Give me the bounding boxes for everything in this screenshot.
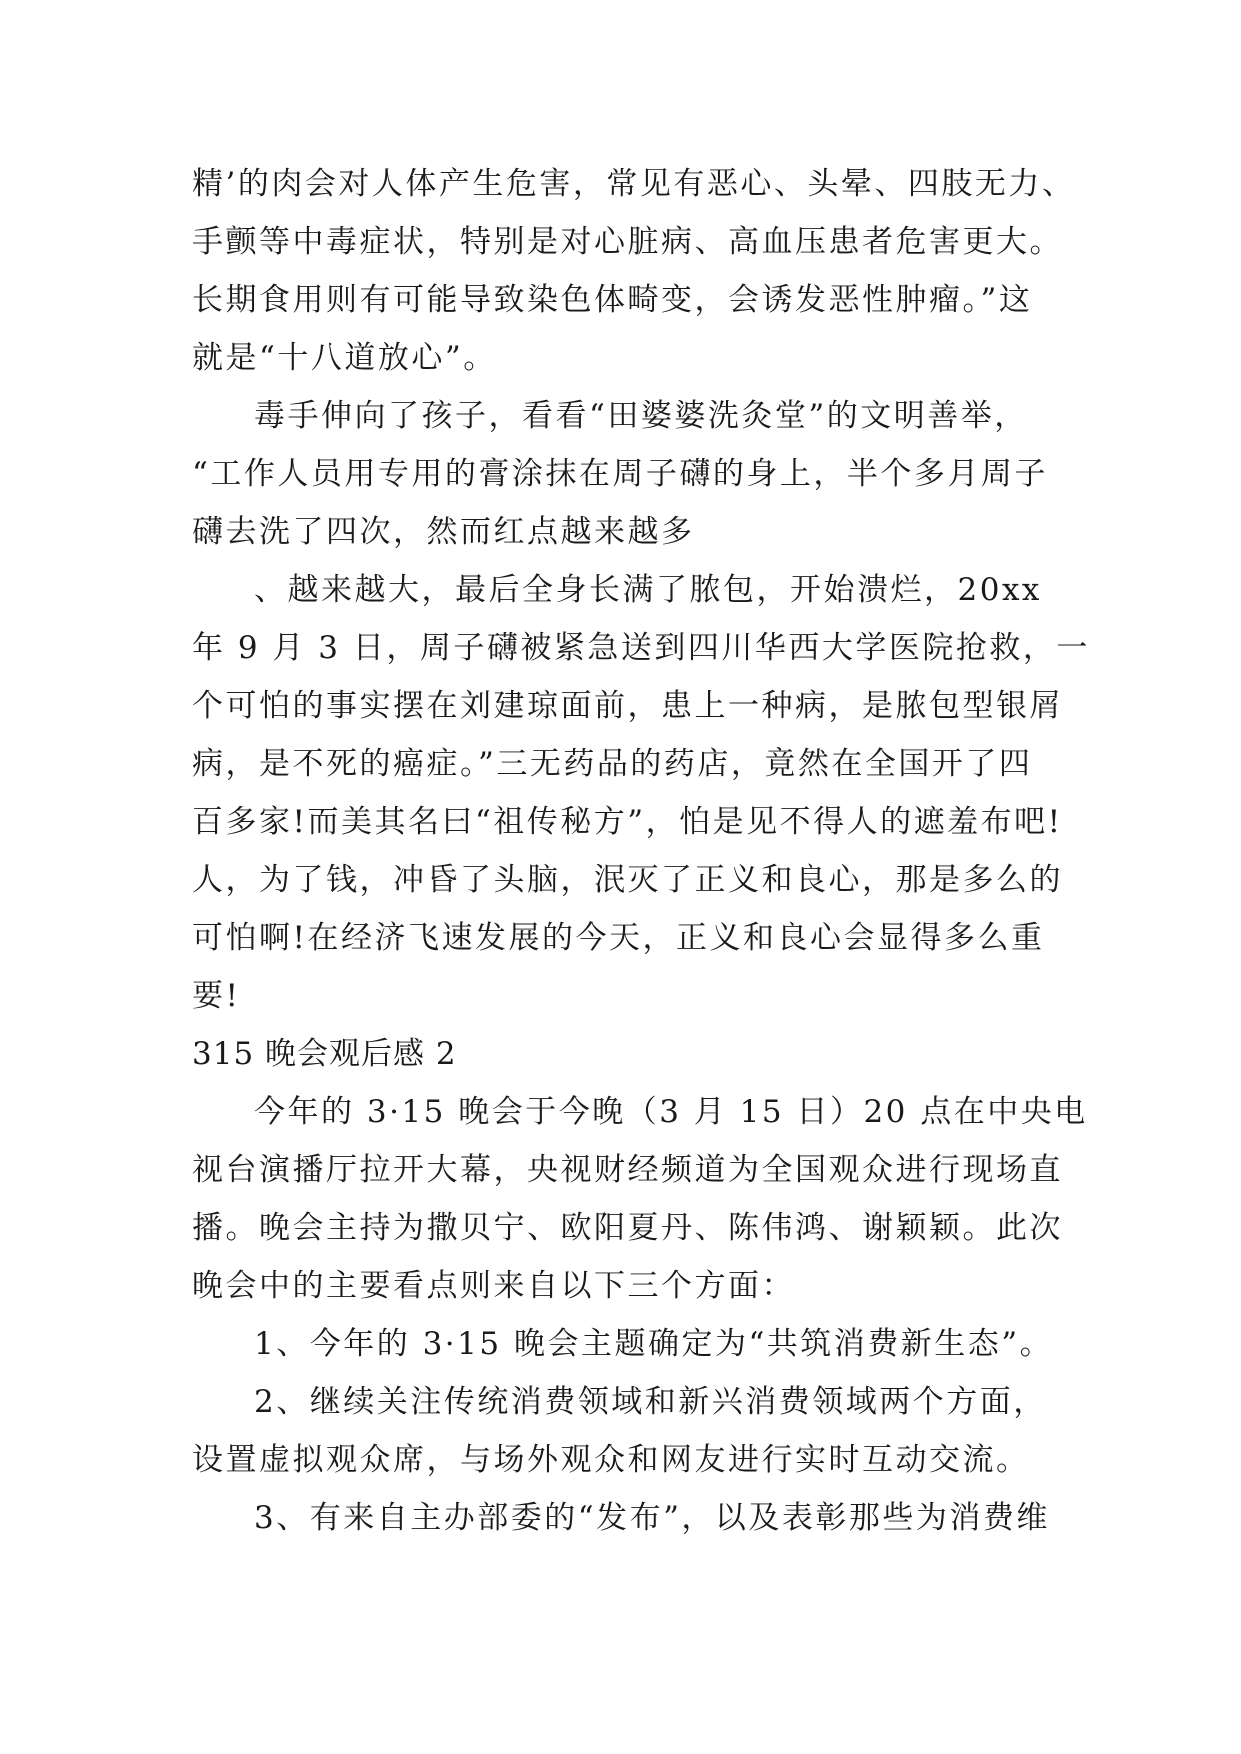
text-line: 设置虚拟观众席，与场外观众和网友进行实时互动交流。 — [192, 1442, 1030, 1478]
text-line: 要! — [192, 978, 241, 1014]
document-body — [192, 155, 1090, 1547]
text-line: 长期食用则有可能导致染色体畸变，会诱发恶性肿瘤。”这 — [192, 282, 1033, 318]
text-line: 精’的肉会对人体产生危害，常见有恶心、头晕、四肢无力、 — [192, 166, 1076, 202]
text-line: 病，是不死的癌症。”三无药品的药店，竟然在全国开了四 — [192, 746, 1033, 782]
text-line: 晚会中的主要看点则来自以下三个方面： — [192, 1268, 795, 1304]
text-line: 礴去洗了四次，然而红点越来越多 — [192, 514, 695, 550]
paragraph-first-line: 今年的 3·15 晚会于今晚（3 月 15 日）20 点在中央电 — [254, 1094, 1088, 1130]
list-item: 3、有来自主办部委的“发布”，以及表彰那些为消费维 — [254, 1500, 1050, 1536]
paragraph-first-line: 毒手伸向了孩子，看看“田婆婆洗灸堂”的文明善举， — [254, 398, 1028, 434]
text-line: 个可怕的事实摆在刘建琼面前，患上一种病，是脓包型银屑 — [192, 688, 1063, 724]
text-line: 播。晚会主持为撒贝宁、欧阳夏丹、陈伟鸿、谢颖颖。此次 — [192, 1210, 1063, 1246]
text-line: 人，为了钱，冲昏了头脑，泯灭了正义和良心，那是多么的 — [192, 862, 1063, 898]
text-line: 年 9 月 3 日，周子礴被紧急送到四川华西大学医院抢救，一 — [192, 630, 1090, 666]
paragraph-first-line: 、越来越大，最后全身长满了脓包，开始溃烂，20xx — [254, 572, 1042, 608]
text-line: 就是“十八道放心”。 — [192, 340, 497, 376]
list-item: 1、今年的 3·15 晚会主题确定为“共筑消费新生态”。 — [254, 1326, 1054, 1362]
text-line: 可怕啊!在经济飞速发展的今天，正义和良心会显得多么重 — [192, 920, 1045, 956]
text-line: 手颤等中毒症状，特别是对心脏病、高血压患者危害更大。 — [192, 224, 1063, 260]
section-heading: 315 晚会观后感 2 — [192, 1036, 457, 1072]
text-line: “工作人员用专用的膏涂抹在周子礴的身上，半个多月周子 — [192, 456, 1048, 492]
text-line: 视台演播厅拉开大幕，央视财经频道为全国观众进行现场直 — [192, 1152, 1063, 1188]
list-item: 2、继续关注传统消费领域和新兴消费领域两个方面， — [254, 1384, 1047, 1420]
text-line: 百多家!而美其名曰“祖传秘方”，怕是见不得人的遮羞布吧! — [192, 804, 1063, 840]
